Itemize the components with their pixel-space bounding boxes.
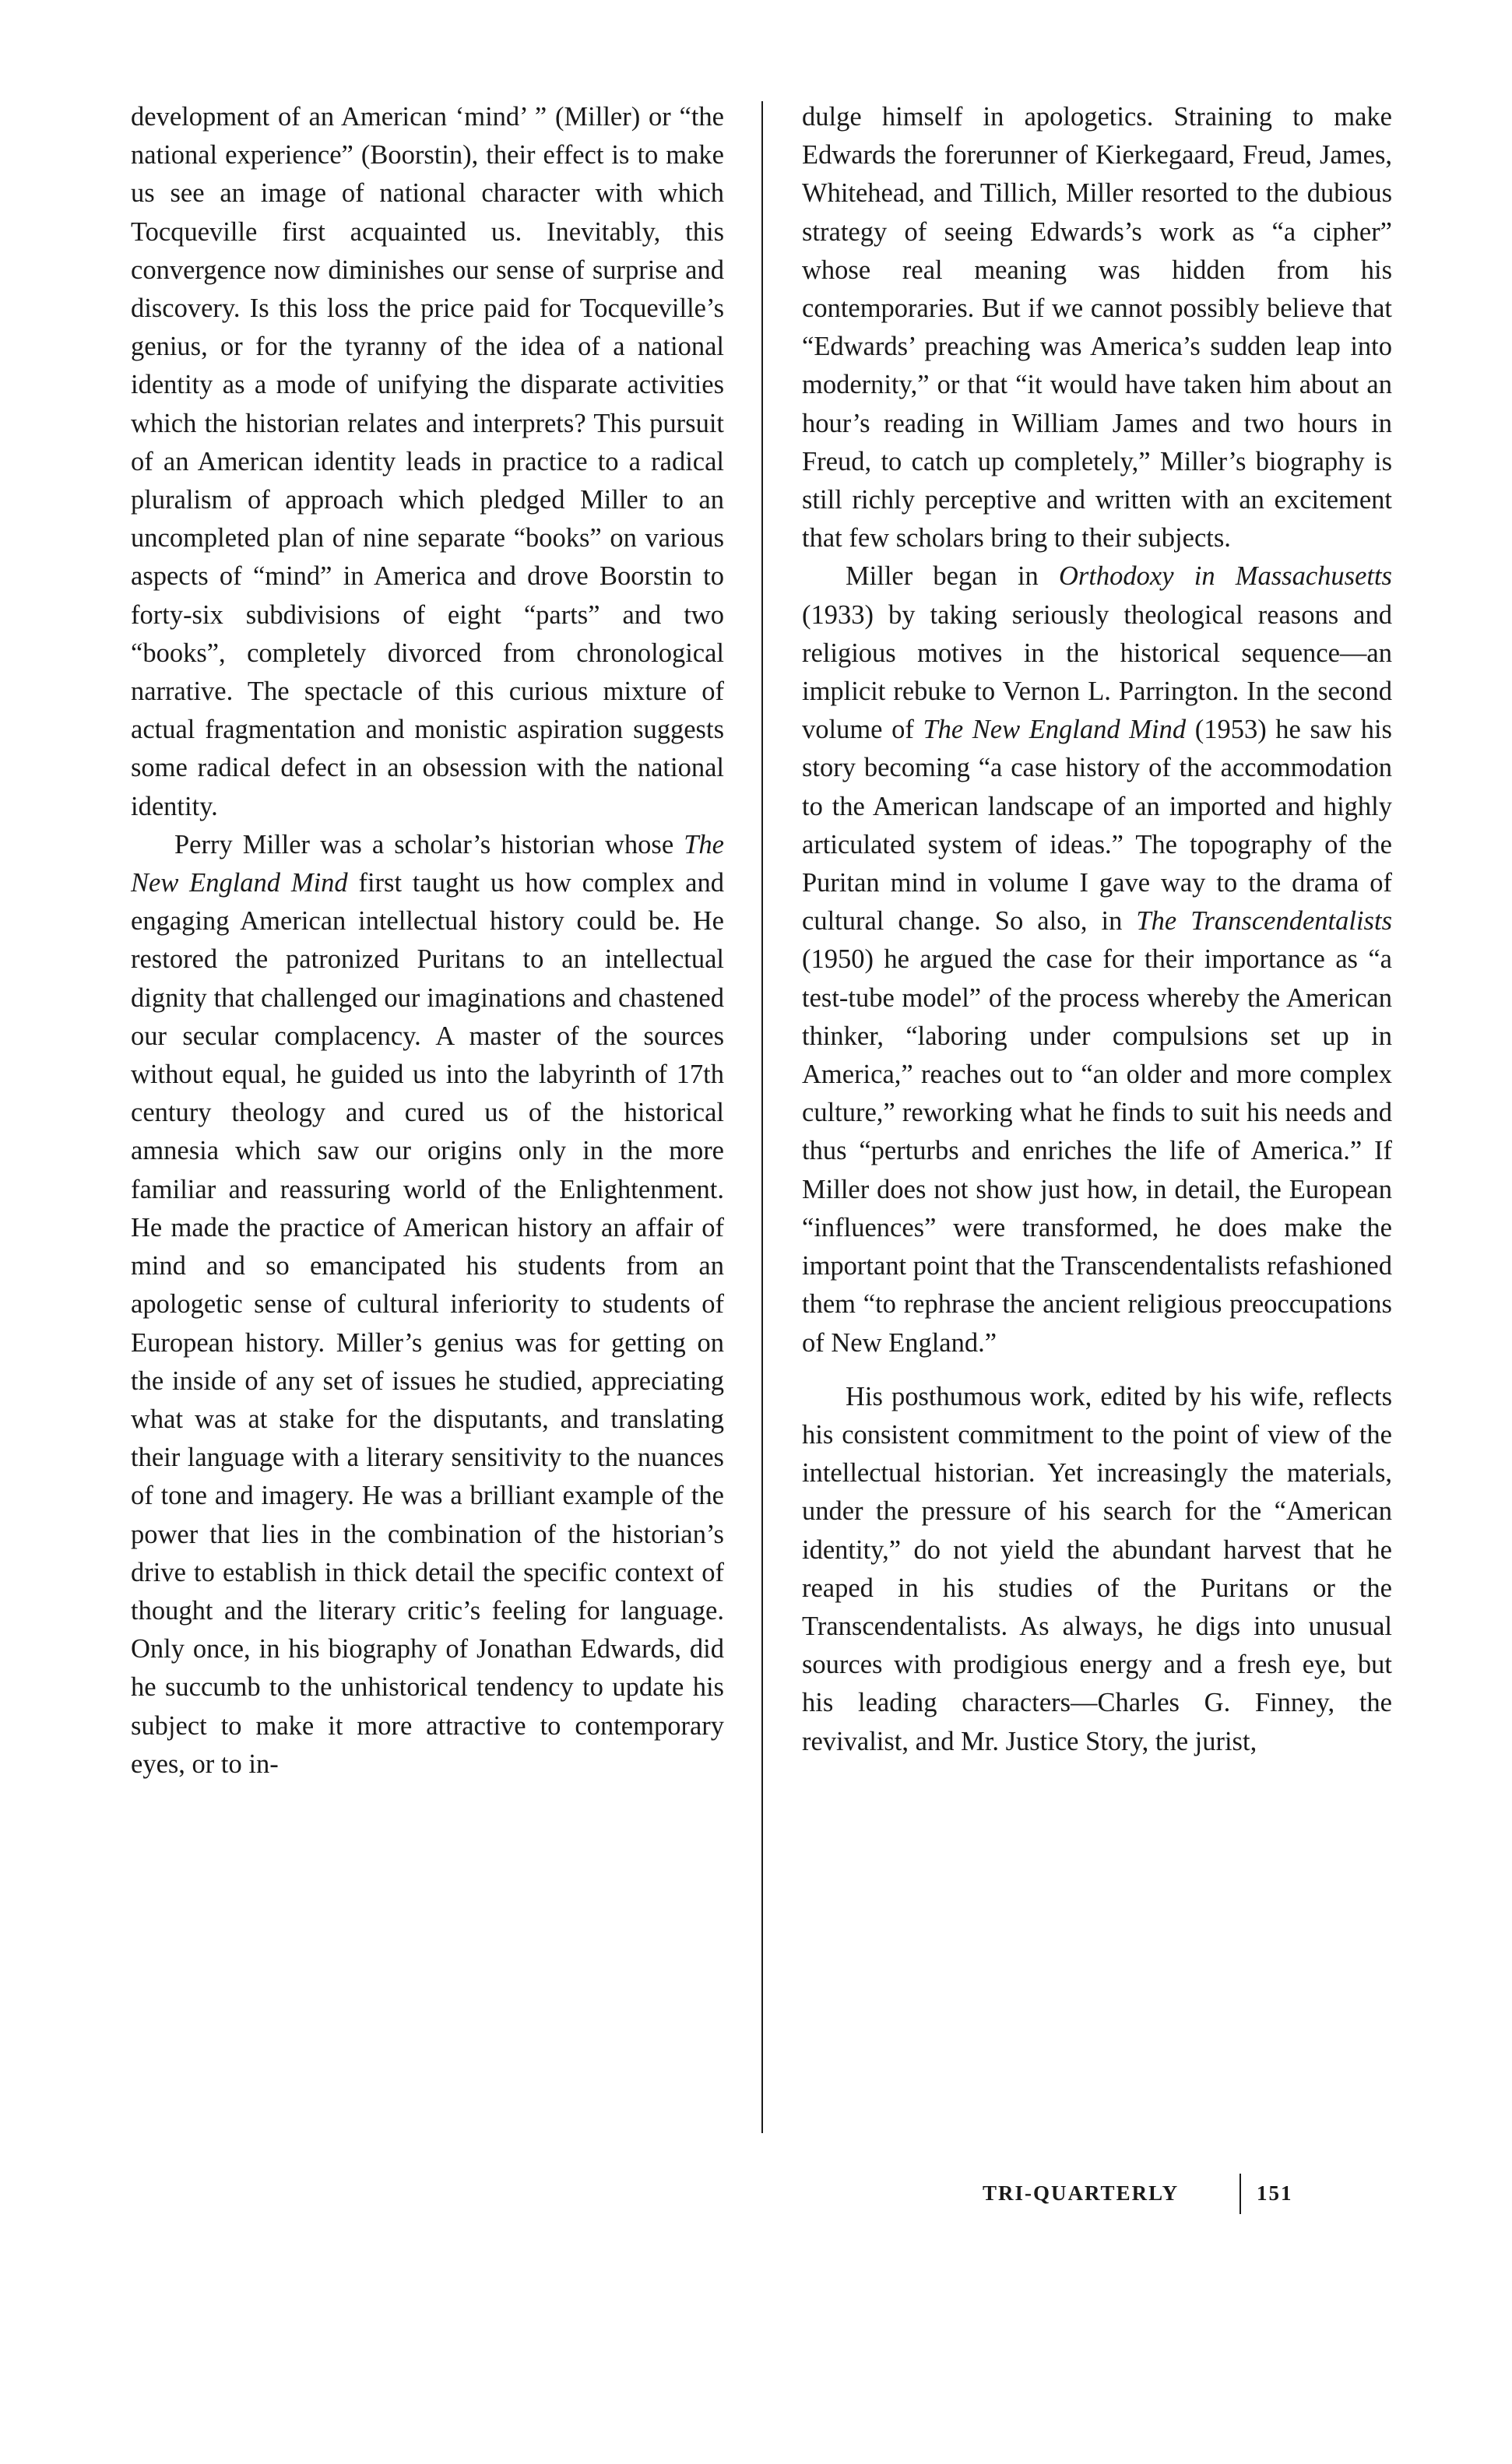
footer-separator — [1239, 2174, 1241, 2214]
right-column — [802, 98, 1392, 1761]
page-number: 151 — [1257, 2181, 1293, 2205]
right-paragraph-2-text-d: (1950) he argued the case for their importance as “a test-tube model” of the process whereby the American thinker, “laboring under compulsions set up in America,” reaches out to “an older and more complex culture,” reworking what he finds to suit his needs and thus “perturbs and enriches the life of America.” If Miller does not show just how, in detail, the European “influences” were transformed, he does make the important point that the Transcendentalists refashioned them “to rephrase the ancient religious preoccupations of New England.” — [802, 944, 1392, 1358]
column-divider — [761, 101, 763, 2133]
left-paragraph-2 — [131, 826, 724, 1784]
journal-name: TRI-QUARTERLY — [983, 2181, 1180, 2205]
right-paragraph-2-text-b: (1933) by taking seriously theological reasons and religious motives in the historical sequence—an implicit rebuke to Vernon L. Parrington. In the second volume of — [802, 599, 1392, 745]
left-paragraph-2-text-b: first taught us how complex and engaging American intellectual history could be. He restored the patronized Puritans to an intellectual dignity that challenged our imaginations and chastened our secular complacency. A master of the sources without equal, he guided us into the labyrinth of 17th century theology and cured us of the historical amnesia which saw our origins only in the more familiar and reassuring world of the Enlightenment. He made the practice of American history an affair of mind and so emancipated his students from an apologetic sense of cultural inferiority to students of European history. Miller’s genius was for getting on the inside of any set of issues he studied, appreciating what was at stake for the disputants, and translating their language with a literary sensitivity to the nuances of tone and imagery. He was a brilliant example of the power that lies in the combination of the historian’s drive to establish in thick detail the specific context of thought and the literary critic’s feeling for language. Only once, in his biography of Jonathan Edwards, did he succumb to the unhistorical tendency to update his subject to make it more attractive to contemporary eyes, or to in- — [131, 868, 724, 1779]
book-title-new-england-mind-2: The New England Mind — [923, 715, 1187, 745]
left-paragraph-1: development of an American ‘mind’ ” (Miller) or “the national experience” (Boorstin), their effect is to make us see an image of national character with which Tocqueville first acquainted us. Inevitably, this convergence now diminishes our sense of surprise and discovery. Is this loss the price paid for Tocqueville’s genius, or for the tyranny of the idea of a national identity as a mode of unifying the disparate activities which the historian relates and interprets? This pursuit of an American identity leads in practice to a radical pluralism of approach which pledged Miller to an uncompleted plan of nine separate “books” on various aspects of “mind” in America and drove Boorstin to forty-six subdivisions of eight “parts” and two “books”, completely divorced from chronological narrative. The spectacle of this curious mixture of actual fragmentation and monistic aspiration suggests some radical defect in an obsession with the national identity. — [131, 102, 724, 821]
page-footer — [779, 2174, 1394, 2220]
left-column — [131, 98, 724, 1784]
right-paragraph-3: His posthumous work, edited by his wife, reflects his consistent commitment to the point of view of the intellectual historian. Yet increasingly the materials, under the pressure of his search for the “American identity,” do not yield the abundant harvest that he reaped in his studies of the Puritans or the Transcendentalists. As always, he digs into unusual sources with prodigious energy and a fresh eye, but his leading characters—Charles G. Finney, the revivalist, and Mr. Justice Story, the jurist, — [802, 1381, 1392, 1756]
book-title-transcendentalists: The Transcendentalists — [1136, 906, 1392, 937]
right-paragraph-1: dulge himself in apologetics. Straining to make Edwards the forerunner of Kierkegaard, Freud, James, Whitehead, and Tillich, Miller resorted to the dubious strategy of seeing Edwards’s work as “a cipher” whose real meaning was hidden from his contemporaries. But if we cannot possibly believe that “Edwards’ preaching was America’s sudden leap into modernity,” or that “it would have taken him about an hour’s reading in William James and two hours in Freud, to catch up completely,” Miller’s biography is still richly perceptive and written with an excitement that few scholars bring to their subjects. — [802, 102, 1392, 554]
right-paragraph-2-text-a: Miller began in — [846, 561, 1059, 592]
book-title-new-england-mind: The New England Mind — [131, 829, 724, 898]
left-paragraph-2-text-a: Perry Miller was a scholar’s historian whose — [174, 829, 684, 859]
book-title-orthodoxy: Orthodoxy in Massachusetts — [1059, 561, 1392, 592]
right-paragraph-2 — [802, 557, 1392, 1362]
right-paragraph-2-text-c: (1953) he saw his story becoming “a case history of the accommodation to the American landscape of an imported and highly articulated system of ideas.” The topography of the Puritan mind in volume I gave way to the drama of cultural change. So also, in — [802, 715, 1392, 937]
